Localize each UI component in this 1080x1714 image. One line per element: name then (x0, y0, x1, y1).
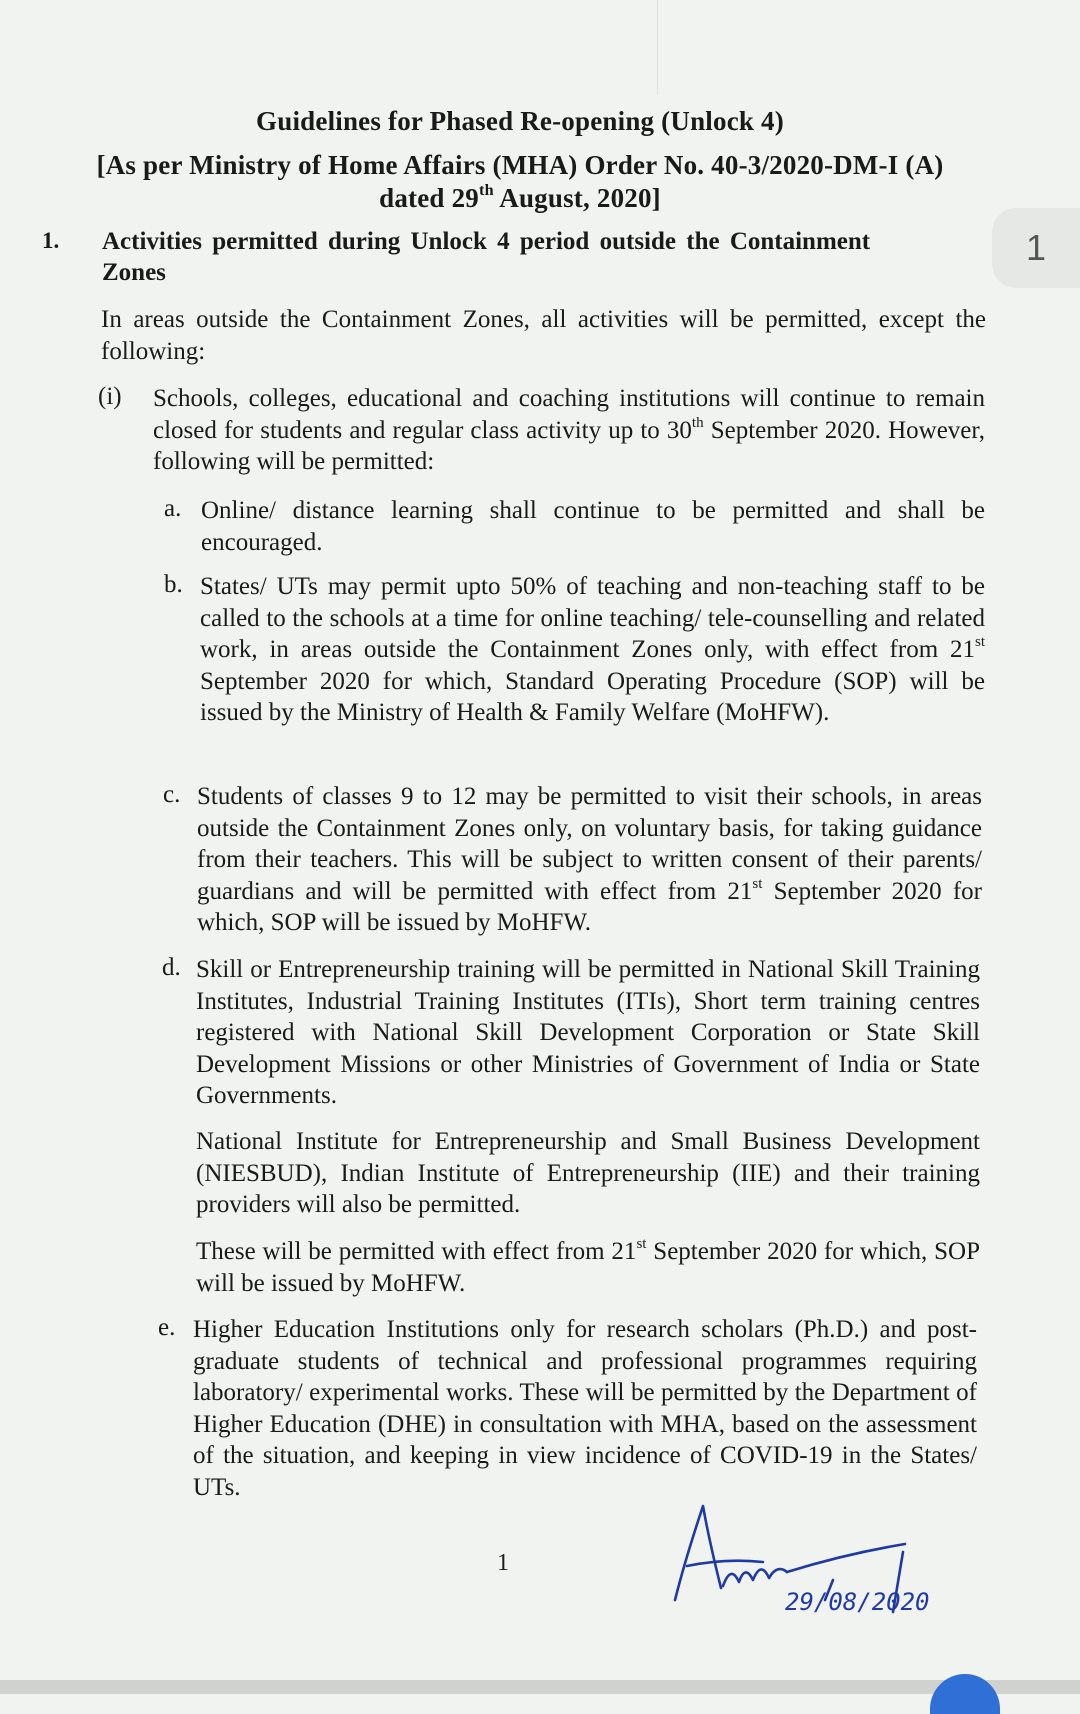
document-subtitle-line2: dated 29th August, 2020] (379, 181, 661, 213)
page-indicator-badge[interactable] (992, 208, 1080, 288)
section-heading-line2: Zones (102, 259, 166, 286)
signature-stroke-flourish (723, 1569, 787, 1586)
signature-date: 29/08/2020 (785, 1588, 930, 1616)
signature-stroke-underline (787, 1544, 905, 1572)
item-c-label: c. (163, 781, 181, 808)
section-number: 1. (42, 228, 60, 253)
page-indicator-number: 1 (1025, 227, 1047, 268)
item-e-label: e. (158, 1314, 176, 1341)
subsection-number: (i) (98, 383, 122, 410)
scan-artifact-line (657, 0, 658, 95)
item-d-paragraph-2: National Institute for Entrepreneurship and Small Business Development (NIESBUD), Indian Institute of Entrepreneurship (IIE) and their training providers will also be permitted. (196, 1128, 980, 1218)
item-b-text: States/ UTs may permit upto 50% of teaching and non-teaching staff to be called to the schools at a time for online teaching/ tele-counselling and related work, in areas outside the Containment Zones only, with effect from 21st September 2020 for which, Standard Operating Procedure (SOP) will be issued by the Ministry of Health & Family Welfare (MoHFW). (200, 573, 985, 726)
signature-stroke-cross (687, 1561, 763, 1566)
item-d-paragraph-3: These will be permitted with effect from 21st September 2020 for which, SOP will be issued by MoHFW. (196, 1236, 980, 1297)
subsection-text: Schools, colleges, educational and coaching institutions will continue to remain closed for students and regular class activity up to 30th September 2020. However, following will be permitted: (153, 385, 985, 475)
handwritten-signature (665, 1500, 1025, 1620)
section-heading (102, 226, 987, 288)
item-a-label: a. (164, 495, 182, 522)
section-intro: In areas outside the Containment Zones, all activities will be permitted, except the following: (101, 306, 986, 365)
section-heading-line1: Activities permitted during Unlock 4 period outside the Containment (102, 228, 871, 255)
footer-page-number: 1 (497, 1550, 509, 1576)
viewer-bottom-bar (0, 1680, 1080, 1694)
document-subtitle-line1: [As per Ministry of Home Affairs (MHA) Order No. 40-3/2020-DM-I (A) (96, 150, 944, 180)
item-a-text: Online/ distance learning shall continue to be permitted and shall be encouraged. (201, 497, 985, 556)
item-e-text: Higher Education Institutions only for research scholars (Ph.D.) and post-graduate students of technical and professional programmes requiring laboratory/ experimental works. These will be permitted by the Department of Higher Education (DHE) in consultation with MHA, based on the assessment of the situation, and keeping in view incidence of COVID-19 in the States/ UTs. (193, 1316, 977, 1501)
signature-stroke-a (675, 1506, 721, 1600)
document-title: Guidelines for Phased Re-opening (Unlock 4) (256, 106, 784, 136)
item-d-text: Skill or Entrepreneurship training will be permitted in National Skill Training Institutes, Industrial Training Institutes (ITIs), Short term training centres registered with National Skill Development Corporation or State Skill Development Missions or other Ministries of Government of India or State Governments. (196, 956, 980, 1109)
item-b-label: b. (164, 571, 183, 598)
item-c-text: Students of classes 9 to 12 may be permitted to visit their schools, in areas outside the Containment Zones only, on voluntary basis, for taking guidance from their teachers. This will be subject to written consent of their parents/ guardians and will be permitted with effect from 21st September 2020 for which, SOP will be issued by MoHFW. (197, 783, 982, 936)
item-d-label: d. (162, 954, 181, 981)
